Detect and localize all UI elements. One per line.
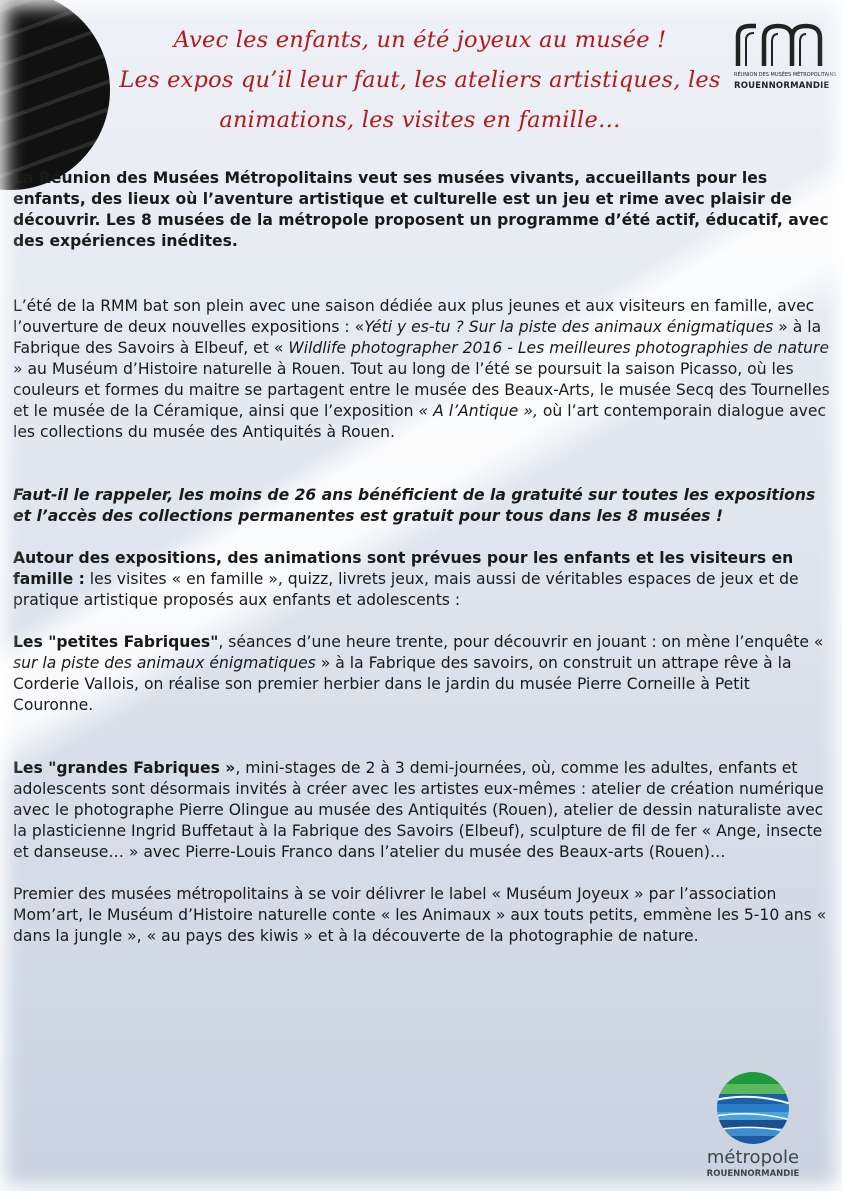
paragraph-museum-joyeux: Premier des musées métropolitains à se voir délivrer le label « Muséum Joyeux » par l’association Mom’art, le Muséum d’Histoire naturelle conte « les Animaux » aux touts petits, emmène les 5-10 ans « dans la jungle », « au pays des kiwis » et à la découverte de la photographie de nature. [13, 885, 827, 945]
paragraph-free-entry: Faut-il le rappeler, les moins de 26 ans bénéficient de la gratuité sur toutes les expositions et l’accès des collections permanentes est gratuit pour tous dans les 8 musées ! [13, 486, 816, 525]
metropole-logo-city: ROUENNORMANDIE [706, 1169, 800, 1179]
article-body [13, 168, 833, 947]
p2-text-3: » au Muséum d’Histoire naturelle à Rouen. Tout au long de l’été se poursuit la saison Picasso, où les couleurs et formes du maitre se partagent entre le musée des Beaux-Arts, le musée Secq des Tournelles et le musée de la Céramique, ainsi que l’exposition [13, 360, 830, 420]
p6-text: , mini-stages de 2 à 3 demi-journées, où, comme les adultes, enfants et adolescents sont désormais invités à créer avec les artistes eux-mêmes : atelier de création numérique avec le photographe Pierre Olingue au musée des Antiquités (Rouen), atelier de dessin naturaliste avec la plasticienne Ingrid Buffetaut à la Fabrique des Savoirs (Elbeuf), sculpture de fil de fer « Ange, insecte et danseuse… » avec Pierre-Louis Franco dans l’atelier du musée des Beaux-arts (Rouen)… [13, 759, 824, 861]
p2-italic-1: Yéti y es-tu ? Sur la piste des animaux énigmatiques [364, 318, 774, 336]
p6-bold: Les "grandes Fabriques » [13, 759, 236, 777]
p5-italic: sur la piste des animaux énigmatiques [13, 654, 316, 672]
rmm-logo [730, 22, 836, 102]
metropole-logo [700, 1070, 810, 1185]
p4-bold: Autour des expositions, des animations sont prévues pour les enfants et les visiteurs en famille : [13, 549, 794, 588]
paragraph-grandes-fabriques [13, 758, 833, 863]
p2-italic-2: Wildlife photographer 2016 - Les meilleures photographies de nature [288, 339, 830, 357]
rmm-logo-city: ROUENNORMANDIE [734, 81, 830, 91]
p5-text-2: » à la Fabrique des savoirs, on construit un attrape rêve à la Corderie Vallois, on réalise son premier herbier dans le jardin du musée Pierre Corneille à Petit Couronne. [13, 654, 792, 714]
headline [100, 20, 740, 140]
paragraph-petites-fabriques [13, 632, 833, 716]
paragraph-animations [13, 548, 833, 611]
decorative-striped-circle [0, 0, 110, 190]
p5-bold: Les "petites Fabriques" [13, 633, 219, 651]
intro-paragraph: La Réunion des Musées Métropolitains veut ses musées vivants, accueillants pour les enfants, des lieux où l’aventure artistique et culturelle est un jeu et rime avec plaisir de découvrir. Les 8 musées de la métropole proposent un programme d’été actif, éducatif, avec des expériences inédites. [13, 169, 829, 250]
rmm-logo-subtitle: RÉUNION DES MUSÉES MÉTROPOLITAINS [734, 72, 837, 78]
headline-line-1: Avec les enfants, un été joyeux au musée ! [173, 27, 667, 53]
p2-text-4: où l’art contemporain dialogue avec les collections du musée des Antiquités à Rouen. [13, 402, 827, 441]
metropole-globe-icon [715, 1070, 791, 1146]
p2-italic-3: « A l’Antique », [418, 402, 538, 420]
p5-text-1: , séances d’une heure trente, pour découvrir en jouant : on mène l’enquête « [218, 633, 824, 651]
paragraph-summer-season [13, 296, 833, 443]
headline-line-2: Les expos qu’il leur faut, les ateliers artistiques, les [119, 67, 721, 93]
rmm-logo-mark [734, 22, 834, 68]
headline-line-3: animations, les visites en famille… [219, 107, 621, 133]
p2-text-1: L’été de la RMM bat son plein avec une saison dédiée aux plus jeunes et aux visiteurs en famille, avec l’ouverture de deux nouvelles expositions : « [13, 297, 815, 336]
p2-text-2: » à la Fabrique des Savoirs à Elbeuf, et « [13, 318, 822, 357]
p4-text: les visites « en famille », quizz, livrets jeux, mais aussi de véritables espaces de jeux et de pratique artistique proposés aux enfants et adolescents : [13, 570, 799, 609]
metropole-logo-name: métropole [706, 1147, 800, 1168]
